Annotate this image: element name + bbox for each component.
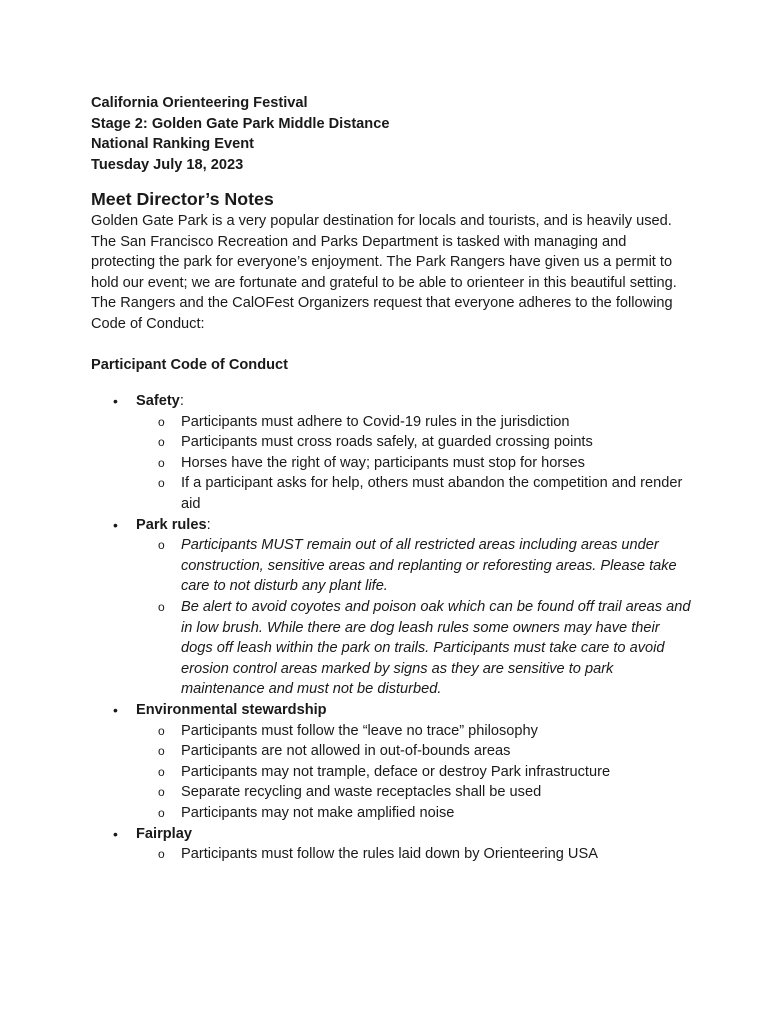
rule-text: Participants are not allowed in out-of-bounds areas [181,743,511,760]
rule-text: Participants may not trample, deface or destroy Park infrastructure [181,763,611,780]
circle-bullet-icon: o [158,538,165,553]
rule-text: Participants MUST remain out of all restricted areas including areas under construction, sensitive areas and replanting or reforesting areas. Please take care to not disturb any plant life. [181,537,677,595]
list-item [136,597,691,700]
bullet-icon: • [113,393,118,410]
bullet-icon: • [113,701,118,718]
bullet-icon: • [113,825,118,842]
section-label: Environmental stewardship [136,701,327,718]
section-suffix: : [179,393,184,410]
section-label: Park rules [136,516,207,533]
list-item [136,453,691,474]
rule-text: Participants may not make amplified noise [181,804,455,821]
stewardship-rules [136,721,691,824]
event-title: California Orienteering Festival [91,95,308,111]
section-suffix: : [206,516,211,533]
park-rules-list [136,535,691,700]
circle-bullet-icon: o [158,435,165,450]
rule-text: Horses have the right of way; participants must stop for horses [181,454,585,471]
rule-text: Participants must follow the “leave no trace” philosophy [181,722,538,739]
list-item [136,721,691,742]
list-item [136,844,691,865]
circle-bullet-icon: o [158,744,165,759]
rule-text: Participants must cross roads safely, at guarded crossing points [181,434,593,451]
rule-text: Participants must adhere to Covid-19 rules in the jurisdiction [181,413,570,430]
code-of-conduct-heading: Participant Code of Conduct [91,356,289,373]
list-item [136,762,691,783]
section-safety [91,391,691,515]
list-item [136,432,691,453]
event-type: National Ranking Event [91,136,254,152]
notes-body: Golden Gate Park is a very popular destination for locals and tourists, and is heavily used. The San Francisco Recreation and Parks Department is tasked with managing and protecting the park for everyone’s enjoyment. The Park Rangers have given us a permit to hold our event; we are fortunate and grateful to be able to orienteer in this beautiful setting. The Rangers and the CalOFest Organizers request that everyone adheres to the following Code of Conduct: [91,213,677,332]
rule-text: If a participant asks for help, others must abandon the competition and render aid [181,475,683,513]
list-item [136,473,691,514]
circle-bullet-icon: o [158,414,165,429]
rule-text: Separate recycling and waste receptacles shall be used [181,784,542,801]
event-date: Tuesday July 18, 2023 [91,156,244,173]
circle-bullet-icon: o [158,476,165,491]
circle-bullet-icon: o [158,723,165,738]
bullet-icon: • [113,516,118,533]
circle-bullet-icon: o [158,805,165,820]
list-item [136,803,691,824]
rule-text: Participants must follow the rules laid down by Orienteering USA [181,846,598,863]
circle-bullet-icon: o [158,764,165,779]
section-environmental-stewardship [91,700,691,824]
list-item [136,741,691,762]
circle-bullet-icon: o [158,600,165,614]
code-of-conduct-list [91,391,691,865]
section-park-rules [91,515,691,700]
list-item [136,782,691,803]
document-page [91,93,691,865]
safety-rules [136,412,691,515]
circle-bullet-icon: o [158,785,165,800]
notes-heading: Meet Director’s Notes [91,189,274,209]
circle-bullet-icon: o [158,847,165,862]
section-label: Safety [136,393,180,410]
circle-bullet-icon: o [158,455,165,470]
list-item [136,535,691,597]
section-label: Fairplay [136,825,192,842]
fairplay-rules [136,844,691,865]
rule-text: Be alert to avoid coyotes and poison oak which can be found off trail areas and in low brush. While there are dog leash rules some owners may have their dogs off leash within the park on trails. Participants must take care to avoid erosion control areas marked by signs as they are sensitive to park maintenance and must not be disturbed. [181,599,691,698]
stage-title: Stage 2: Golden Gate Park Middle Distance [91,115,390,132]
section-fairplay [91,824,691,865]
list-item [136,412,691,433]
